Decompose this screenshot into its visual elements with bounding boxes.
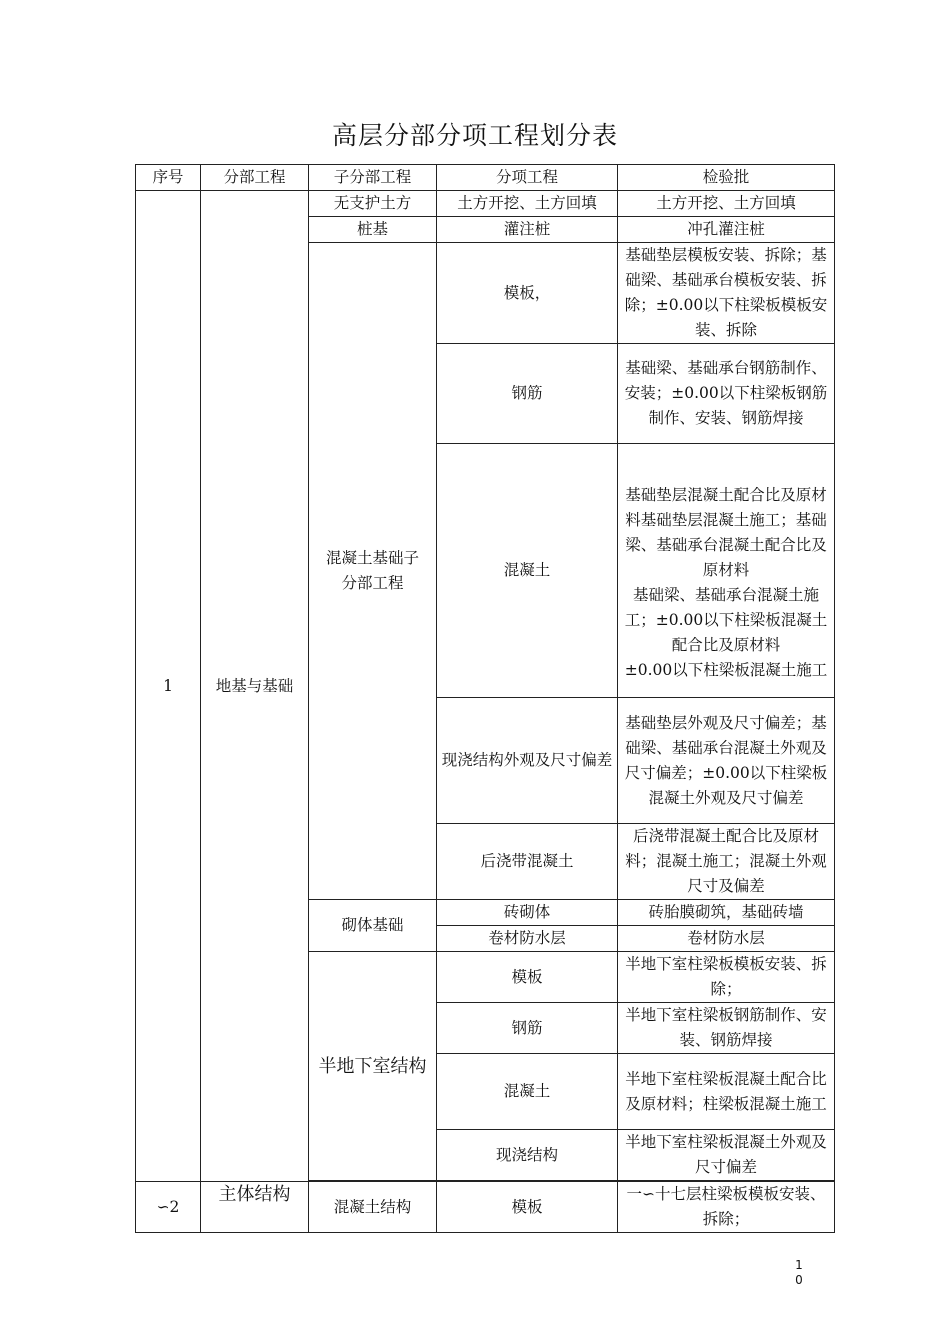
item-cell: 钢筋	[437, 344, 618, 444]
item-cell: 模板，	[437, 243, 618, 344]
subdivision-cell: 无支护土方	[309, 191, 437, 217]
batch-cell: 半地下室柱梁板钢筋制作、安装、钢筋焊接	[618, 1003, 835, 1054]
subdivision-cell: 半地下室结构	[309, 952, 437, 1181]
item-cell: 砖砌体	[437, 900, 618, 926]
batch-cell: 后浇带混凝土配合比及原材料；混凝土施工；混凝土外观尺寸及偏差	[618, 824, 835, 900]
header-cell: 序号	[136, 165, 201, 191]
batch-text: ±0.00以下柱梁板混凝土施工	[624, 660, 828, 679]
subdivision-cell: 混凝土结构	[309, 1182, 437, 1233]
batch-cell: 半地下室柱梁板混凝土配合比及原材料；柱梁板混凝土施工	[618, 1054, 835, 1130]
batch-cell: 土方开挖、土方回填	[618, 191, 835, 217]
header-cell: 子分部工程	[309, 165, 437, 191]
header-cell: 分项工程	[437, 165, 618, 191]
batch-text: 基础梁、基础承台混凝土施工；±0.00以下柱梁板混凝土配合比及原材料	[624, 585, 828, 654]
item-cell: 后浇带混凝土	[437, 824, 618, 900]
header-cell: 检验批	[618, 165, 835, 191]
item-cell: 现浇结构外观及尺寸偏差	[437, 698, 618, 824]
subdivision-cell: 桩基	[309, 217, 437, 243]
batch-text: 基础垫层混凝土配合比及原材料基础垫层混凝土施工；基础梁、基础承台混凝土配合比及原材料	[625, 485, 827, 579]
item-cell: 混凝土	[437, 1054, 618, 1130]
item-cell: 卷材防水层	[437, 926, 618, 952]
division-name: 地基与基础	[201, 191, 309, 1182]
item-cell: 灌注桩	[437, 217, 618, 243]
table-header-row	[136, 165, 835, 191]
item-cell: 模板	[437, 952, 618, 1003]
subdivision-cell: 砌体基础	[309, 900, 437, 952]
header-cell: 分部工程	[201, 165, 309, 191]
page-title: 高层分部分项工程划分表	[331, 121, 618, 150]
batch-cell: 冲孔灌注桩	[618, 217, 835, 243]
item-cell: 模板	[437, 1182, 618, 1233]
batch-cell	[618, 444, 835, 698]
table-row	[136, 1182, 835, 1233]
row-number: 1	[136, 191, 201, 1182]
item-cell: 土方开挖、土方回填	[437, 191, 618, 217]
item-cell: 钢筋	[437, 1003, 618, 1054]
subdivision-cell: 混凝土基础子分部工程	[309, 243, 437, 900]
batch-cell: 卷材防水层	[618, 926, 835, 952]
row-number: ∽2	[136, 1182, 201, 1233]
batch-cell: 基础垫层模板安装、拆除；基础梁、基础承台模板安装、拆除；±0.00以下柱梁板模板安装、拆除	[618, 243, 835, 344]
batch-cell: 基础垫层外观及尺寸偏差；基础梁、基础承台混凝土外观及尺寸偏差；±0.00以下柱梁板混凝土外观及尺寸偏差	[618, 698, 835, 824]
division-table	[135, 164, 835, 1233]
batch-cell: 一∽十七层柱梁板模板安装、拆除；	[618, 1182, 835, 1233]
batch-cell: 半地下室柱梁板模板安装、拆除；	[618, 952, 835, 1003]
item-cell: 混凝土	[437, 444, 618, 698]
batch-cell: 半地下室柱梁板混凝土外观及尺寸偏差	[618, 1130, 835, 1181]
batch-cell: 基础梁、基础承台钢筋制作、安装；±0.00以下柱梁板钢筋制作、安装、钢筋焊接	[618, 344, 835, 444]
page-number: 10	[795, 1258, 803, 1287]
table-row	[136, 191, 835, 217]
division-name: 主体结构	[201, 1182, 309, 1233]
batch-cell: 砖胎膜砌筑，基础砖墙	[618, 900, 835, 926]
item-cell: 现浇结构	[437, 1130, 618, 1181]
